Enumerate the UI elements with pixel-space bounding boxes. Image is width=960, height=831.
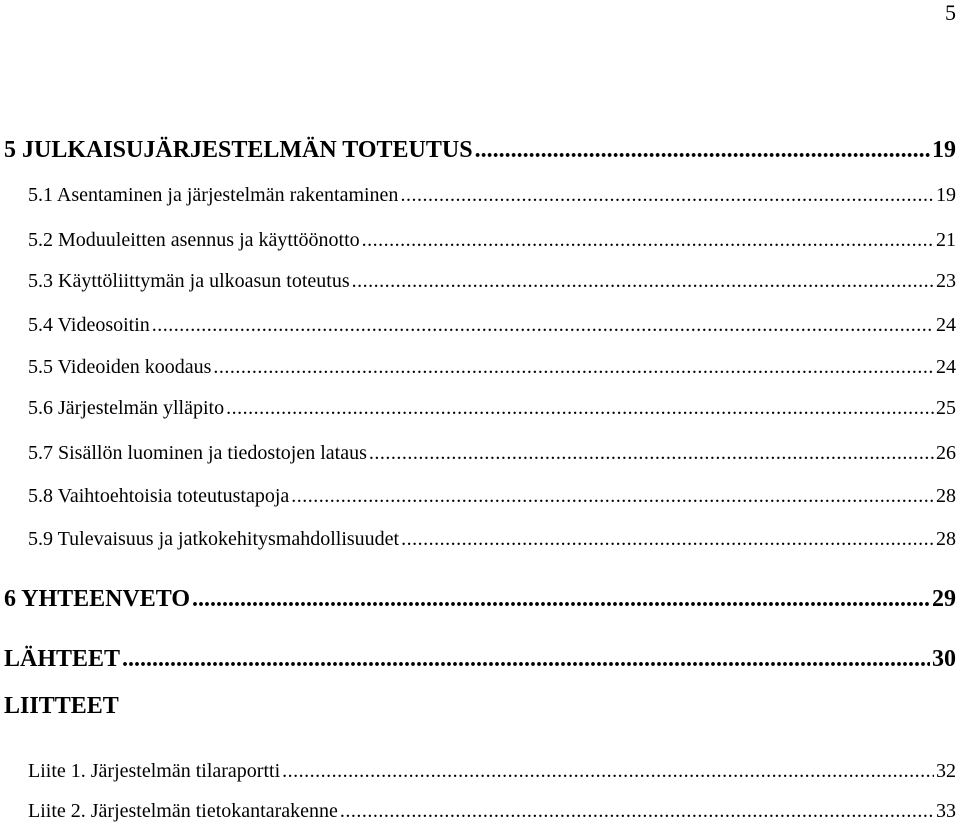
toc-entry-title: 5.1 Asentaminen ja järjestelmän rakentaminen bbox=[28, 184, 399, 206]
toc-entry-title: 5.3 Käyttöliittymän ja ulkoasun toteutus bbox=[28, 270, 350, 292]
leader-dots bbox=[122, 645, 930, 673]
toc-entry-page: 19 bbox=[936, 184, 956, 206]
toc-entry-title: Liite 2. Järjestelmän tietokantarakenne bbox=[28, 800, 338, 822]
toc-entry-title: 5.2 Moduuleitten asennus ja käyttöönotto bbox=[28, 229, 360, 251]
toc-entry-5-2[interactable] bbox=[28, 228, 956, 252]
toc-entry-page: 28 bbox=[936, 528, 956, 550]
leader-dots bbox=[362, 228, 934, 252]
toc-entry-page: 24 bbox=[936, 314, 956, 336]
leader-dots bbox=[400, 183, 934, 207]
toc-entry-title: 5.7 Sisällön luominen ja tiedostojen lataus bbox=[28, 442, 367, 464]
toc-entry-title: Liite 1. Järjestelmän tilaraportti bbox=[28, 760, 281, 782]
toc-entry-page: 33 bbox=[936, 800, 956, 822]
toc-entry-page: 28 bbox=[936, 485, 956, 507]
toc-entry-5-1[interactable] bbox=[28, 183, 956, 207]
toc-entry-page: 25 bbox=[936, 397, 956, 419]
leader-dots bbox=[401, 527, 934, 551]
toc-entry-title: 5 JULKAISUJÄRJESTELMÄN TOTEUTUS bbox=[4, 137, 473, 163]
toc-entry-5-5[interactable] bbox=[28, 355, 956, 379]
toc-entry-title: 6 YHTEENVETO bbox=[4, 586, 191, 612]
toc-entry-5-9[interactable] bbox=[28, 527, 956, 551]
toc-entry-references[interactable] bbox=[4, 645, 956, 673]
toc-entry-page: 32 bbox=[936, 760, 956, 782]
toc-entry-page: 24 bbox=[936, 356, 956, 378]
leader-dots bbox=[192, 585, 930, 613]
toc-entry-title: 5.8 Vaihtoehtoisia toteutustapoja bbox=[28, 485, 290, 507]
toc-entry-page: 29 bbox=[932, 586, 956, 612]
leader-dots bbox=[152, 313, 934, 337]
page-number: 5 bbox=[945, 0, 956, 25]
leader-dots bbox=[340, 799, 934, 823]
leader-dots bbox=[226, 396, 934, 420]
leader-dots bbox=[213, 355, 934, 379]
toc-entry-5-4[interactable] bbox=[28, 313, 956, 337]
toc-entry-page: 21 bbox=[936, 229, 956, 251]
toc-entry-5-3[interactable] bbox=[28, 269, 956, 293]
toc-entry-5-8[interactable] bbox=[28, 484, 956, 508]
toc-entry-title: 5.5 Videoiden koodaus bbox=[28, 356, 212, 378]
toc-entry-page: 26 bbox=[936, 442, 956, 464]
toc-entry-title: 5.4 Videosoitin bbox=[28, 314, 150, 336]
appendices-heading: LIITTEET bbox=[4, 693, 119, 719]
toc-entry-5-6[interactable] bbox=[28, 396, 956, 420]
leader-dots bbox=[352, 269, 934, 293]
leader-dots bbox=[282, 759, 934, 783]
toc-entry-page: 23 bbox=[936, 270, 956, 292]
toc-entry-appendix-1[interactable] bbox=[28, 759, 956, 783]
toc-entry-chapter-5[interactable] bbox=[4, 136, 956, 164]
leader-dots bbox=[291, 484, 934, 508]
toc-entry-title: 5.9 Tulevaisuus ja jatkokehitysmahdollisuudet bbox=[28, 528, 400, 550]
toc-entry-5-7[interactable] bbox=[28, 441, 956, 465]
toc-entry-appendix-2[interactable] bbox=[28, 799, 956, 823]
toc-entry-page: 19 bbox=[932, 137, 956, 163]
toc-entry-page: 30 bbox=[932, 646, 956, 672]
toc-entry-chapter-6[interactable] bbox=[4, 585, 956, 613]
leader-dots bbox=[369, 441, 934, 465]
toc-entry-title: LÄHTEET bbox=[4, 646, 121, 672]
toc-entry-title: 5.6 Järjestelmän ylläpito bbox=[28, 397, 225, 419]
leader-dots bbox=[475, 136, 930, 164]
